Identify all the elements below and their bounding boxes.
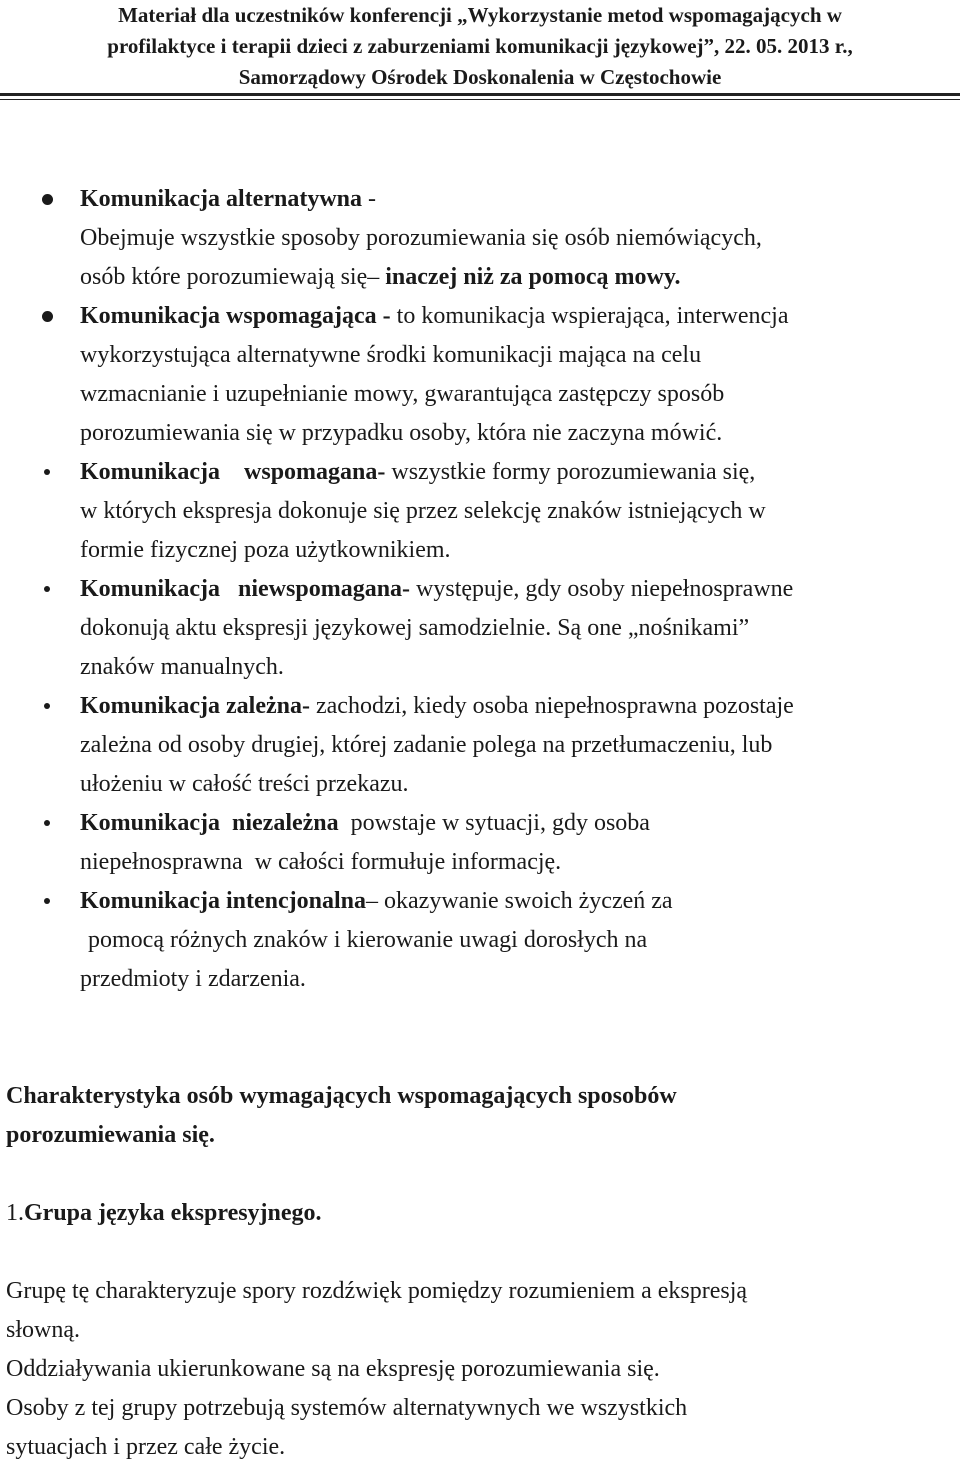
definition-text: przedmioty i zdarzenia. <box>80 966 306 992</box>
emphasis-text: inaczej niż za pomocą mowy. <box>385 264 681 290</box>
header-divider-thin <box>0 99 960 100</box>
list-item-niezalezna <box>0 804 960 882</box>
paragraph-line: sytuacjach i przez całe życie. <box>6 1434 286 1460</box>
group-title: Grupa języka ekspresyjnego. <box>24 1200 322 1226</box>
list-item-wspomagajaca <box>0 297 960 453</box>
section-heading-line-1: Charakterystyka osób wymagających wspomagających sposobów <box>6 1083 677 1109</box>
term-label: Komunikacja zależna- <box>80 693 310 719</box>
term-label: Komunikacja alternatywna <box>80 186 362 212</box>
header-line-3: Samorządowy Ośrodek Doskonalenia w Częstochowie <box>238 65 722 89</box>
group-description <box>6 1272 956 1467</box>
definition-text: powstaje w sytuacji, gdy osoba <box>338 810 650 836</box>
definition-text: występuje, gdy osoby niepełnosprawne <box>410 576 794 602</box>
list-item-zalezna <box>0 687 960 804</box>
definition-text: wykorzystująca alternatywne środki komunikacji mająca na celu <box>80 342 702 368</box>
definition-text: osób które porozumiewają się– <box>80 264 386 290</box>
list-item-niewspomagana <box>0 570 960 687</box>
definition-text: to komunikacja wspierająca, interwencja <box>390 303 789 329</box>
definition-text: znaków manualnych. <box>80 654 284 680</box>
definition-text: – okazywanie swoich życzeń za <box>366 888 673 914</box>
section-heading <box>6 1077 956 1155</box>
term-label: Komunikacja wspomagająca - <box>80 303 391 329</box>
list-item-alternatywna <box>0 180 960 297</box>
definition-text: formie fizycznej poza użytkownikiem. <box>80 537 451 563</box>
term-label: Komunikacja intencjonalna <box>80 888 367 914</box>
paragraph-line: Grupę tę charakteryzuje spory rozdźwięk pomiędzy rozumieniem a ekspresją <box>6 1278 748 1304</box>
definition-text: dokonują aktu ekspresji językowej samodzielnie. Są one „nośnikami” <box>80 615 750 641</box>
definition-text: niepełnosprawna w całości formułuje informację. <box>80 849 562 875</box>
header-divider-thick <box>0 93 960 96</box>
definition-text: - <box>362 186 376 212</box>
list-item-intencjonalna <box>0 882 960 999</box>
definition-text: wszystkie formy porozumiewania się, <box>385 459 756 485</box>
definition-text: zależna od osoby drugiej, której zadanie polega na przetłumaczeniu, lub <box>80 732 773 758</box>
definitions-list <box>0 180 960 999</box>
page-header <box>0 0 960 93</box>
group-number: 1. <box>6 1200 24 1226</box>
paragraph-line: Oddziaływania ukierunkowane są na ekspresję porozumiewania się. <box>6 1356 660 1382</box>
paragraph-line: słowną. <box>6 1317 80 1343</box>
definition-text: zachodzi, kiedy osoba niepełnosprawna pozostaje <box>309 693 794 719</box>
term-label: Komunikacja wspomagana- <box>80 459 386 485</box>
definition-text: ułożeniu w całość treści przekazu. <box>80 771 409 797</box>
term-label: Komunikacja niewspomagana- <box>80 576 411 602</box>
definition-text: wzmacnianie i uzupełnianie mowy, gwarantująca zastępczy sposób <box>80 381 725 407</box>
definition-text: w których ekspresja dokonuje się przez selekcję znaków istniejących w <box>80 498 766 524</box>
list-item-wspomagana <box>0 453 960 570</box>
definition-text: pomocą różnych znaków i kierowanie uwagi dorosłych na <box>88 927 648 953</box>
section-heading-line-2: porozumiewania się. <box>6 1122 215 1148</box>
paragraph-line: Osoby z tej grupy potrzebują systemów alternatywnych we wszystkich <box>6 1395 688 1421</box>
header-line-2: profilaktyce i terapii dzieci z zaburzeniami komunikacji językowej”, 22. 05. 2013 r., <box>107 34 853 58</box>
group-heading <box>6 1194 956 1233</box>
term-label: Komunikacja niezależna <box>80 810 339 836</box>
definition-text: Obejmuje wszystkie sposoby porozumiewania się osób niemówiących, <box>80 225 762 251</box>
header-line-1: Materiał dla uczestników konferencji „Wykorzystanie metod wspomagających w <box>118 3 842 27</box>
definition-text: porozumiewania się w przypadku osoby, która nie zaczyna mówić. <box>80 420 723 446</box>
